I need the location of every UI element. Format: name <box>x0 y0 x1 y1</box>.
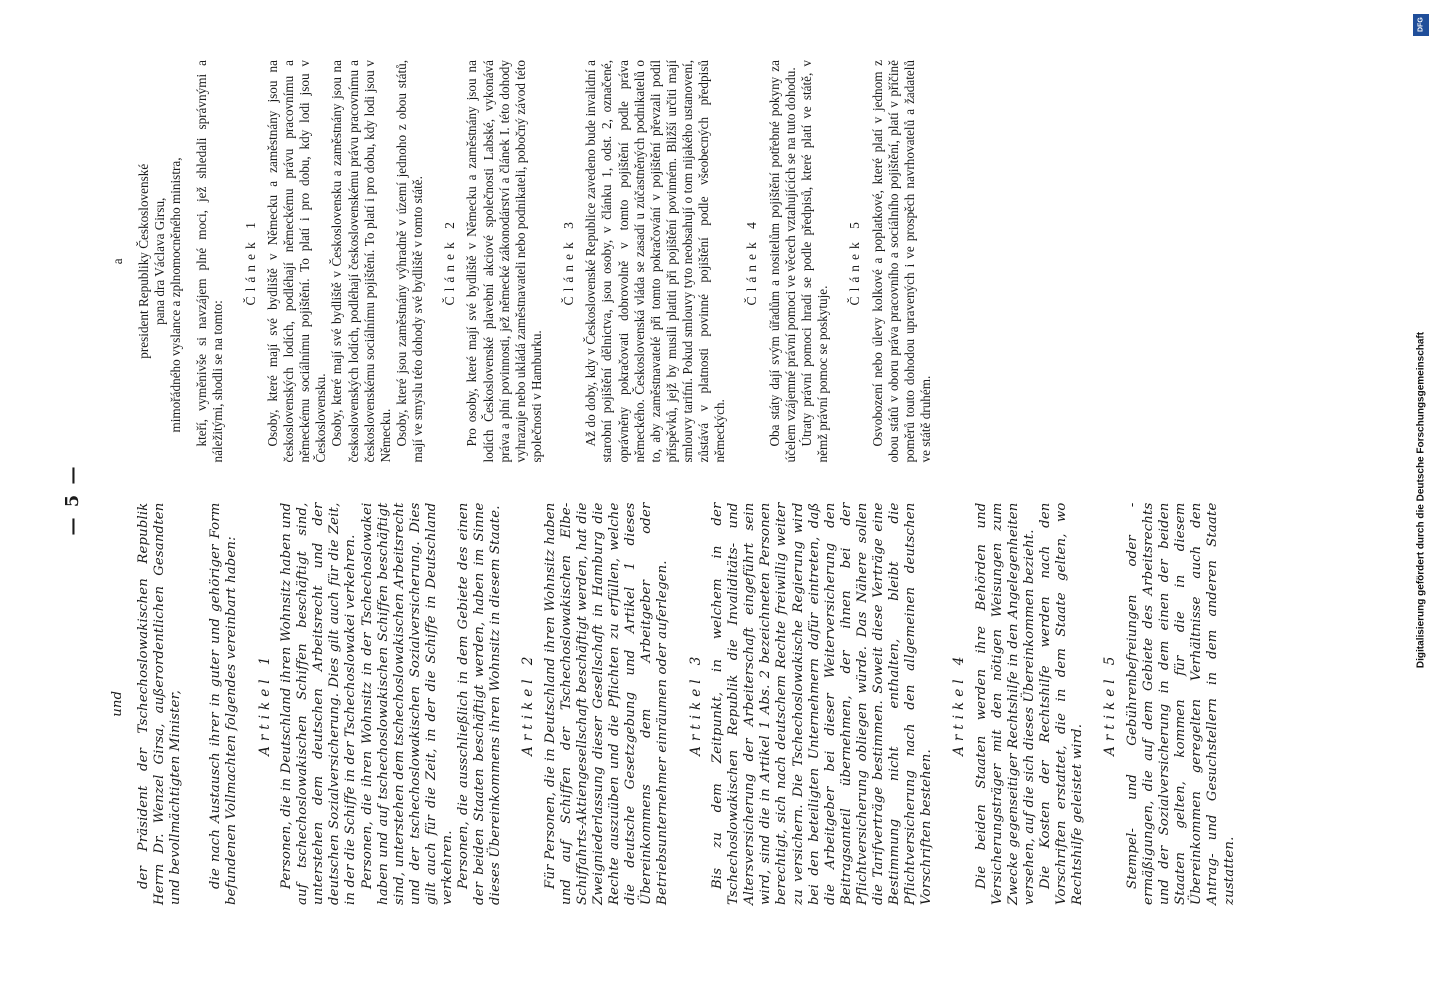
czech-party-line-1: president Republiky Československé <box>136 163 152 359</box>
german-article-1-para-2: Personen, die ihren Wohnsitz in der Tschechoslowakei haben und auf tschechoslowakischen Schiffen beschäftigt sind, unterstehen dem tschechoslowakischen Arbeitsrecht und der tschechoslowakischen Sozialversicherung. Dies gilt auch für die Zeit, in der die Schiffe in Deutschland verkehren. <box>359 502 455 905</box>
czech-article-1-para-3: Osoby, které jsou zaměstnány výhradně v území jednoho z obou států, mají ve smyslu této dohody své bydliště v tomto státě. <box>393 60 425 463</box>
czech-article-4-heading: Článek 4 <box>744 217 760 306</box>
german-preamble: die nach Austausch ihrer in guter und gehöriger Form befundenen Vollmachten folgendes vereinbart haben: <box>208 502 240 905</box>
german-article-1-para-3: Personen, die ausschließlich in dem Gebiete des einen der beiden Staaten beschäftigt werden, haben im Sinne dieses Übereinkommens ihren Wohnsitz in diesem Staate. <box>456 502 504 905</box>
dfg-logo-icon: DFG <box>1413 14 1429 36</box>
german-article-5-para-1: Stempel- und Gebührenbefreiungen oder -ermäßigungen, die auf dem Gebiete des Arbeitsrechts und der Sozialversicherung in dem einen der beiden Staaten gelten, kommen für die in diesem Übereinkommen geregelten Verhältnisse auch den Antrag- und Gesuchstellern in dem anderen Staate zustatten. <box>1124 502 1237 905</box>
czech-party-line-3: mimořádného vyslance a zplnomocněného ministra, <box>168 157 184 433</box>
german-article-3-para-1: Bis zu dem Zeitpunkt, in welchem in der Tschechoslowakischen Republik die Invaliditäts- und Altersversicherung der Arbeiterschaft eingeführt sein wird, sind die in Artikel 1 Abs. 2 bezeichneten Personen berechtigt, sich nach deutschem Rechte freiwillig weiter zu versichern. Die Tschechoslowakische Regierung wird bei den beteiligten Unternehmern dafür eintreten, daß die Arbeitgeber bei dieser Weiterversicherung den Beitragsanteil übernehmen, der ihnen bei der Pflichtversicherung obliegen würde. Das Nähere sollen die Tarifverträge bestimmen. Soweit diese Verträge eine Bestimmung nicht enthalten, bleibt die Pflichtversicherung nach den allgemeinen deutschen Vorschriften bestehen. <box>710 502 935 905</box>
german-article-1-para-1: Personen, die in Deutschland ihren Wohnsitz haben und auf tschechoslowakischen Schiffen beschäftigt sind, unterstehen dem deutschen Arbeitsrecht und der deutschen Sozialversicherung. Dies gilt auch für die Zeit, in der die Schiffe in der Tschechoslowakei verkehren. <box>279 502 359 905</box>
german-article-2-para-1: Für Personen, die in Deutschland ihren Wohnsitz haben und auf Schiffen der Tschechoslowakischen Elbe-Schiffahrts-Aktiengesellschaft beschäftigt werden, hat die Zweigniederlassung dieser Gesellschaft in Hamburg die Rechte auszuüben und die Pflichten zu erfüllen, welche die deutsche Gesetzgebung und Artikel 1 dieses Übereinkommens dem Arbeitgeber oder Betriebsunternehmer einräumen oder auferlegen. <box>542 502 671 905</box>
german-article-4-para-2: Die Kosten der Rechtshilfe werden nach den Vorschriften erstattet, die in dem Staate gelten, wo Rechtshilfe geleistet wird. <box>1038 502 1086 905</box>
czech-article-1-heading: Článek 1 <box>242 217 258 306</box>
bilingual-columns <box>110 60 1340 905</box>
digitization-sidebar <box>1412 8 1430 992</box>
german-article-5-heading: Artikel 5 <box>1102 651 1119 756</box>
czech-article-4-para-1: Oba státy dají svým úřadům a nositelům pojištění potřebné pokyny za účelem vzájemné právní pomoci ve věcech vztahujících se na tuto dohodu. <box>766 60 798 463</box>
czech-article-4-para-2: Útraty právní pomoci hradí se podle předpisů, které platí ve státě, v němž právní pomoc se poskytuje. <box>798 60 830 463</box>
czech-article-3-heading: Článek 3 <box>560 217 576 306</box>
czech-party-line-2: pana dra Václava Girsu, <box>152 197 168 325</box>
czech-article-5-heading: Článek 5 <box>847 217 863 306</box>
digitization-note: Digitalisierung gefördert durch die Deutsche Forschungsgemeinschaft <box>1415 331 1427 669</box>
german-article-1-heading: Artikel 1 <box>256 651 273 756</box>
czech-intro-a: a <box>110 258 125 265</box>
german-article-3-heading: Artikel 3 <box>687 651 704 756</box>
czech-article-1-para-2: Osoby, které mají své bydliště v Československu a zaměstnány jsou na československých lodích, podléhají československému právu pracovnímu a československému sociálnímu pojištění. To platí i pro dobu, kdy lodi jsou v Německu. <box>329 60 393 463</box>
german-article-4-para-1: Die beiden Staaten werden ihre Behörden und Versicherungsträger mit den nötigen Weisungen zum Zwecke gegenseitiger Rechtshilfe in den Angelegenheiten versehen, auf die sich dieses Übereinkommen bezieht. <box>973 502 1038 905</box>
czech-preamble: kteří, vyměnivše si navzájem plné moci, jež shledali správnými a náležitými, shodli se na tomto: <box>194 60 226 463</box>
german-intro-und: und <box>110 690 125 717</box>
czech-article-3-para-1: Až do doby, kdy v Československé Republice zavedeno bude invalidní a starobní pojištění dělnictva, jsou osoby, v článku 1, odst. 2, označené, oprávněny pokračovati dobrovolně v tomto pojištění podle práva německého. Československá vláda se zasadí u zúčastněných podnikatelů o to, aby zaměstnavatelé při tomto pokračování v pojištění převzali podíl příspěvků, jejž by musili platiti při pojištění povinném. Bližší určiti mají smlouvy tarifní. Pokud smlouvy tyto neobsahují o tom nijakého ustanovení, zůstává v platnosti povinné pojištění podle všeobecných předpisů německých. <box>583 60 728 463</box>
german-article-2-heading: Artikel 2 <box>520 651 537 756</box>
german-column <box>110 503 1340 906</box>
czech-article-2-para-1: Pro osoby, které mají své bydliště v Německu a zaměstnány jsou na lodích Československé plavební akciové společnosti Labské, vykonává práva a plní povinnosti, jež německé zákonodárství a článek I. této dohody vyhrazuje nebo ukládá zaměstnavateli nebo podnikateli, pobočný závod této společnosti v Hamburku. <box>464 60 544 463</box>
page-number: — 5 — <box>62 464 83 536</box>
czech-article-1-para-1: Osoby, které mají své bydliště v Německu a zaměstnány jsou na československých lodích, podléhají německému právu pracovnímu a německému sociálnímu pojištění. To platí i pro dobu, kdy lodi jsou v Československu. <box>265 60 329 463</box>
czech-column <box>110 60 1340 463</box>
german-article-4-heading: Artikel 4 <box>951 651 968 756</box>
german-party: der Präsident der Tschechoslowakischen Republik Herrn Dr. Wenzel Girsa, außerordentlichen Gesandten und bevollmächtigten Minister, <box>136 502 184 905</box>
czech-article-5-para-1: Osvobození nebo úlevy kolkové a poplatkové, které platí v jednom z obou států v oboru práva pracovního a sociálního pojištění, platí v příčině poměrů touto dohodou upravených i ve prospěch navrhovatelů a žadatelů ve státě druhém. <box>869 60 933 463</box>
czech-article-2-heading: Článek 2 <box>441 217 457 306</box>
